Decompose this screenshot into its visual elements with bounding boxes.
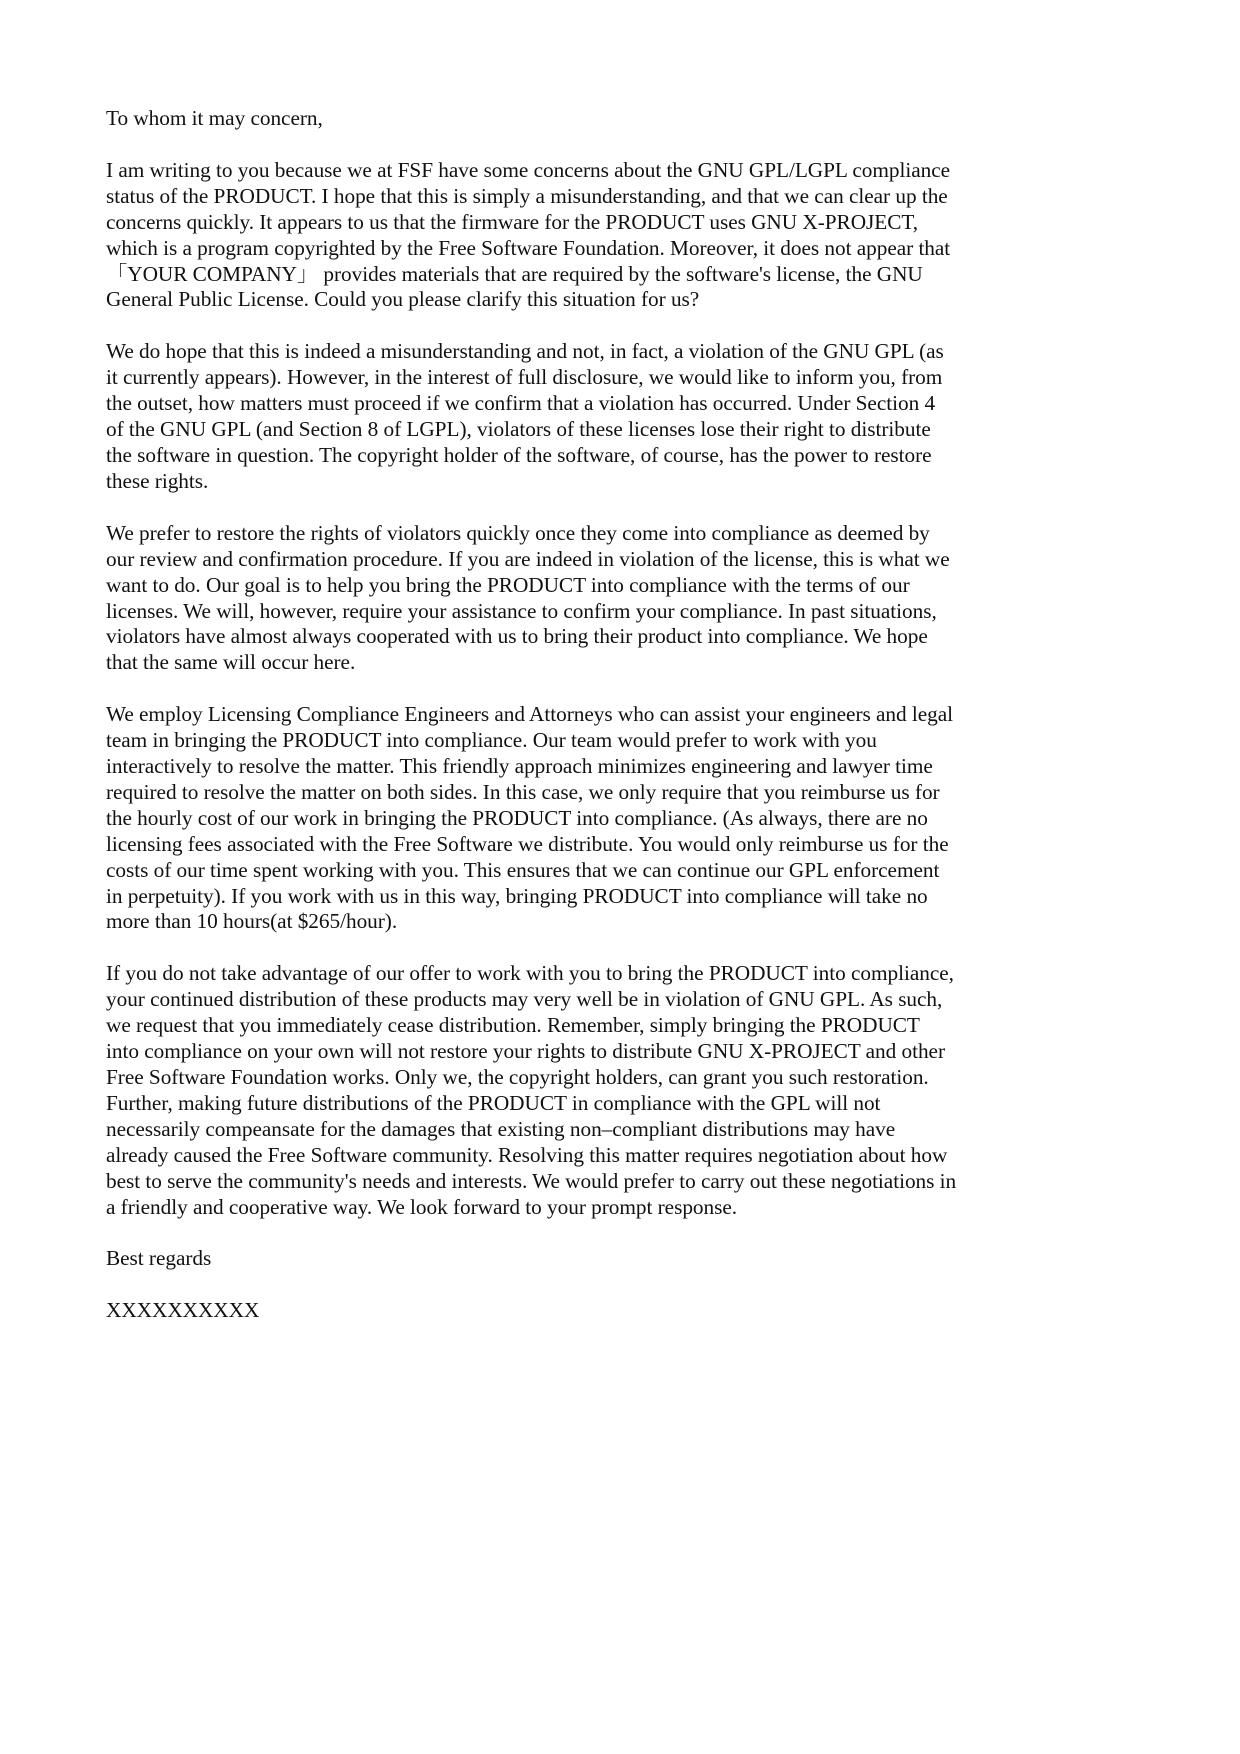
text-line: which is a program copyrighted by the Free Software Foundation. Moreover, it does not appear that xyxy=(106,235,951,260)
text-line: General Public License. Could you please clarify this situation for us? xyxy=(106,287,700,312)
paragraph-5 xyxy=(106,961,1126,1220)
text-line: that the same will occur here. xyxy=(106,650,356,675)
letter-greeting: To whom it may concern, xyxy=(106,106,323,130)
text-line: status of the PRODUCT. I hope that this is simply a misunderstanding, and that we can clear up the xyxy=(106,183,948,208)
text-line: We prefer to restore the rights of violators quickly once they come into compliance as deemed by xyxy=(106,520,930,545)
text-line: the hourly cost of our work in bringing the PRODUCT into compliance. (As always, there are no xyxy=(106,805,928,830)
text-line: I am writing to you because we at FSF have some concerns about the GNU GPL/LGPL compliance xyxy=(106,157,951,182)
text-line: necessarily compeansate for the damages that existing non–compliant distributions may have xyxy=(106,1116,896,1141)
text-line: more than 10 hours(at $265/hour). xyxy=(106,909,398,934)
paragraph-2 xyxy=(106,339,1126,494)
text-line: our review and confirmation procedure. If you are indeed in violation of the license, this is what we xyxy=(106,546,950,571)
text-line: best to serve the community's needs and interests. We would prefer to carry out these negotiations in xyxy=(106,1168,957,1193)
text-line: concerns quickly. It appears to us that the firmware for the PRODUCT uses GNU X-PROJECT, xyxy=(106,209,919,234)
text-line: the software in question. The copyright holder of the software, of course, has the power to restore xyxy=(106,442,932,467)
text-line: licensing fees associated with the Free Software we distribute. You would only reimburse us for the xyxy=(106,831,949,856)
text-line: If you do not take advantage of our offer to work with you to bring the PRODUCT into compliance, xyxy=(106,961,954,986)
text-line: your continued distribution of these products may very well be in violation of GNU GPL. As such, xyxy=(106,987,943,1012)
text-line: We employ Licensing Compliance Engineers and Attorneys who can assist your engineers and legal xyxy=(106,702,954,727)
letter-page xyxy=(106,106,1126,1350)
text-line: interactively to resolve the matter. This friendly approach minimizes engineering and lawyer time xyxy=(106,754,933,779)
text-line: already caused the Free Software community. Resolving this matter requires negotiation about how xyxy=(106,1142,948,1167)
text-line: Free Software Foundation works. Only we, the copyright holders, can grant you such restoration. xyxy=(106,1065,929,1089)
text-line: team in bringing the PRODUCT into compliance. Our team would prefer to work with you xyxy=(106,728,877,753)
text-line: in perpetuity). If you work with us in this way, bringing PRODUCT into compliance will take no xyxy=(106,883,928,908)
text-line: it currently appears). However, in the interest of full disclosure, we would like to inform you, from xyxy=(106,365,943,390)
text-line: licenses. We will, however, require your assistance to confirm your compliance. In past situations, xyxy=(106,598,937,623)
text-line: of the GNU GPL (and Section 8 of LGPL), violators of these licenses lose their right to distribute xyxy=(106,417,931,442)
paragraph-4 xyxy=(106,702,1126,935)
text-line: we request that you immediately cease distribution. Remember, simply bringing the PRODUCT xyxy=(106,1013,920,1038)
text-line: a friendly and cooperative way. We look forward to your prompt response. xyxy=(106,1194,738,1219)
paragraph-1 xyxy=(106,158,1126,313)
text-line: want to do. Our goal is to help you bring the PRODUCT into compliance with the terms of our xyxy=(106,572,910,597)
text-line: required to resolve the matter on both sides. In this case, we only require that you reimburse us for xyxy=(106,779,940,804)
text-line: 「YOUR COMPANY」 provides materials that are required by the software's license, the GNU xyxy=(106,261,923,286)
text-line: into compliance on your own will not restore your rights to distribute GNU X-PROJECT and other xyxy=(106,1039,945,1064)
text-line: these rights. xyxy=(106,468,209,493)
letter-signature: XXXXXXXXXX xyxy=(106,1298,260,1323)
text-line: costs of our time spent working with you. This ensures that we can continue our GPL enforcement xyxy=(106,857,940,882)
letter-closing: Best regards xyxy=(106,1246,212,1271)
text-line: Further, making future distributions of the PRODUCT in compliance with the GPL will not xyxy=(106,1090,881,1115)
text-line: We do hope that this is indeed a misunderstanding and not, in fact, a violation of the GNU GPL (as xyxy=(106,339,944,364)
paragraph-3 xyxy=(106,521,1126,676)
text-line: violators have almost always cooperated with us to bring their product into compliance. We hope xyxy=(106,624,928,649)
text-line: the outset, how matters must proceed if we confirm that a violation has occurred. Under Section 4 xyxy=(106,391,936,416)
